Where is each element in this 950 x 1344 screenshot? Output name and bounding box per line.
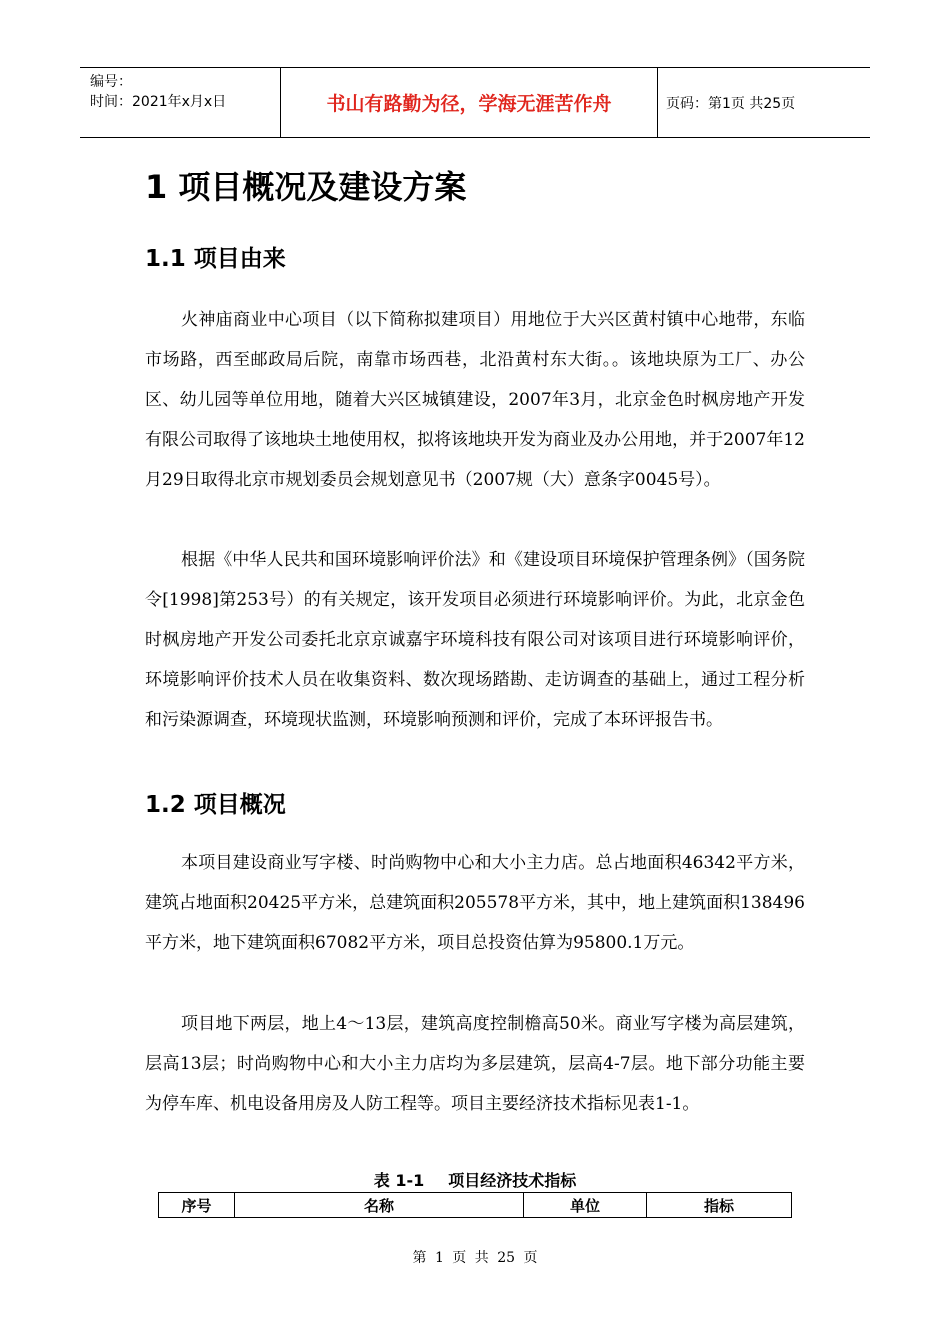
section-heading-1-1: 1.1 项目由来: [145, 246, 286, 272]
indicator-table: [158, 1192, 792, 1218]
page-footer: 第 1 页 共 25 页: [412, 1250, 538, 1266]
column-header: 序号: [159, 1193, 235, 1218]
column-header: 名称: [235, 1193, 524, 1218]
document-time-label: 时间：2021年x月x日: [90, 94, 227, 110]
table-header-row: [159, 1193, 792, 1218]
document-number-label: 编号：: [90, 74, 132, 90]
paragraph: 项目地下两层，地上4～13层，建筑高度控制檐高50米。商业写字楼为高层建筑，层高13层；时尚购物中心和大小主力店均为多层建筑，层高4-7层。地下部分功能主要为停车库、机电设备用房及人防工程等。项目主要经济技术指标见表1-1。: [145, 1014, 805, 1114]
column-header: 指标: [647, 1193, 792, 1218]
header-meta: [80, 68, 281, 137]
paragraph: 火神庙商业中心项目（以下简称拟建项目）用地位于大兴区黄村镇中心地带，东临市场路，西至邮政局后院，南靠市场西巷，北沿黄村东大街。。该地块原为工厂、办公区、幼儿园等单位用地，随着大兴区城镇建设，2007年3月，北京金色时枫房地产开发有限公司取得了该地块土地使用权，拟将该地块开发为商业及办公用地，并于2007年12月29日取得北京市规划委员会规划意见书（2007规（大）意条字0045号）。: [145, 310, 805, 490]
column-header: 单位: [524, 1193, 647, 1218]
paragraph: 根据《中华人民共和国环境影响评价法》和《建设项目环境保护管理条例》（国务院令[1998]第253号）的有关规定，该开发项目必须进行环境影响评价。为此，北京金色时枫房地产开发公司委托北京京诚嘉宇环境科技有限公司对该项目进行环境影响评价，环境影响评价技术人员在收集资料、数次现场踏勘、走访调查的基础上，通过工程分析和污染源调查，环境现状监测，环境影响预测和评价，完成了本环评报告书。: [145, 550, 805, 730]
table-caption-title: 项目经济技术指标: [448, 1171, 577, 1190]
header-motto: 书山有路勤为径，学海无涯苦作舟: [281, 68, 658, 137]
paragraph: 本项目建设商业写字楼、时尚购物中心和大小主力店。总占地面积46342平方米，建筑占地面积20425平方米，总建筑面积205578平方米，其中，地上建筑面积138496平方米，地下建筑面积67082平方米，项目总投资估算为95800.1万元。: [145, 853, 805, 953]
table-caption-number: 表 1-1: [373, 1171, 425, 1190]
table-caption: [0, 1168, 950, 1191]
header-page-info: 页码：第1页 共25页: [666, 95, 796, 112]
section-heading-1-2: 1.2 项目概况: [145, 792, 286, 818]
page-header: [80, 67, 870, 138]
document-title: 1 项目概况及建设方案: [145, 168, 467, 206]
